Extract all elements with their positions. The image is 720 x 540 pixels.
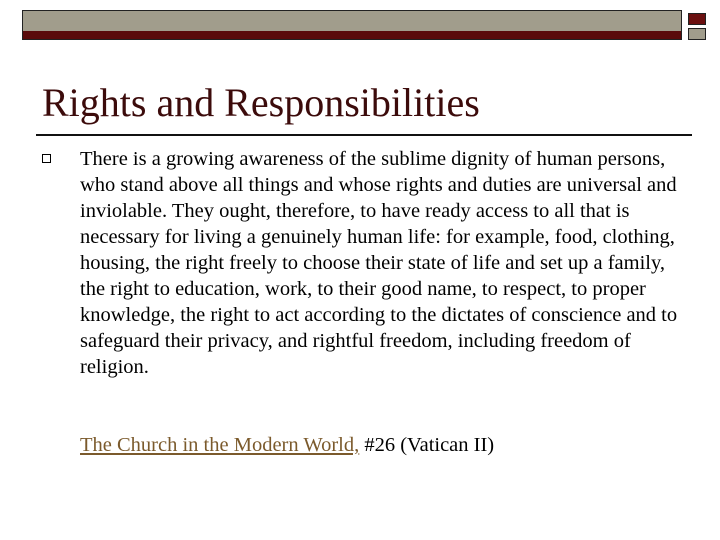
title-divider <box>36 134 692 136</box>
bullet-text: There is a growing awareness of the sublime dignity of human persons, who stand above all things and whose rights and duties are universal and inviolable. They ought, therefore, to have ready access to all that is necessary for living a genuinely human life: for example, food, clothing, housing, the right freely to choose their state of life and set up a family, the right to education, work, to their good name, to respect, to proper knowledge, the right to act according to the dictates of conscience and to safeguard their privacy, and rightful freedom, including freedom of religion. <box>80 148 678 378</box>
square-bullet-icon <box>42 154 51 163</box>
citation <box>80 432 684 458</box>
corner-square-light <box>688 28 706 40</box>
corner-square-dark <box>688 13 706 25</box>
citation-link[interactable]: The Church in the Modern World, <box>80 434 360 456</box>
top-bar-accent-stripe <box>23 31 681 39</box>
slide-title: Rights and Responsibilities <box>42 80 480 125</box>
top-decorative-bar <box>22 10 682 40</box>
citation-suffix: #26 (Vatican II) <box>359 434 495 456</box>
